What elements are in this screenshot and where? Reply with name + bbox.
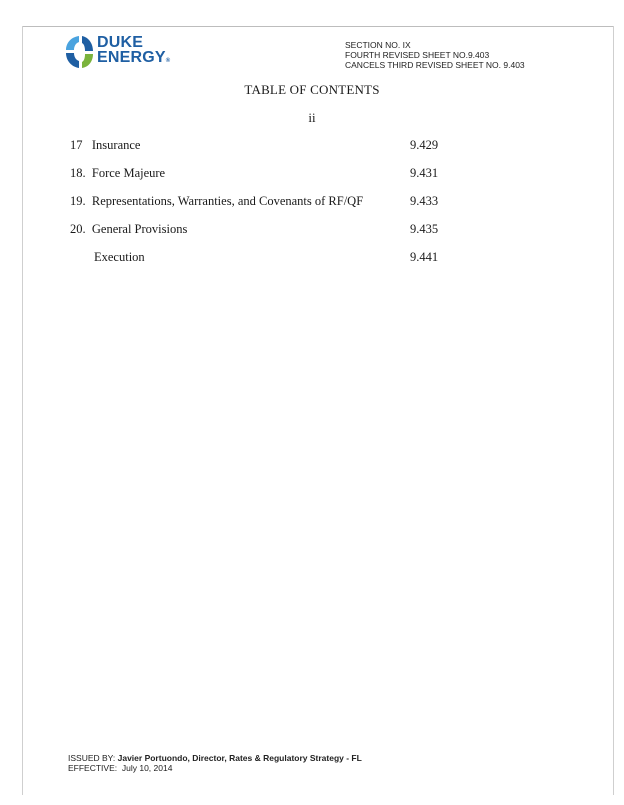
- duke-energy-logo-wordmark: [97, 35, 170, 69]
- duke-energy-logo-mark-icon: [62, 34, 96, 70]
- toc-entry-label: 17 Insurance: [70, 138, 141, 152]
- sheet-header: [345, 40, 525, 70]
- issued-by-label: ISSUED BY:: [68, 753, 116, 763]
- toc-entry-label: 20. General Provisions: [70, 222, 188, 236]
- logo-line-1: DUKE: [97, 34, 144, 51]
- section-number: SECTION NO. IX: [345, 40, 411, 50]
- issued-by-line: [68, 753, 362, 763]
- revised-sheet: FOURTH REVISED SHEET NO.9.403: [345, 50, 490, 60]
- toc-entry-label: 18. Force Majeure: [70, 166, 166, 180]
- effective-value: July 10, 2014: [121, 763, 173, 773]
- toc-title: TABLE OF CONTENTS: [244, 82, 380, 97]
- page-border-top: [22, 26, 614, 27]
- registered-mark: ®: [165, 58, 171, 64]
- toc-entry: [0, 138, 624, 156]
- toc-entry-page: 9.433: [410, 194, 439, 208]
- toc-entry-label: 19. Representations, Warranties, and Covenants of RF/QF: [70, 194, 364, 208]
- toc-page-numeral: ii: [308, 110, 316, 125]
- cancels-sheet: CANCELS THIRD REVISED SHEET NO. 9.403: [345, 60, 525, 70]
- toc-entry: [0, 194, 624, 212]
- effective-label: EFFECTIVE:: [68, 763, 118, 773]
- issued-by-value: Javier Portuondo, Director, Rates & Regulatory Strategy - FL: [117, 753, 362, 763]
- logo-line-2: ENERGY®: [97, 49, 171, 66]
- effective-line: [68, 763, 362, 773]
- toc-entry: [0, 250, 624, 268]
- toc-entry-page: 9.429: [410, 138, 439, 152]
- toc-entry-page: 9.441: [410, 250, 439, 264]
- toc-entry: [0, 222, 624, 240]
- toc-entry-page: 9.431: [410, 166, 439, 180]
- toc-entry-page: 9.435: [410, 222, 439, 236]
- toc-entry: [0, 166, 624, 184]
- duke-energy-logo: [62, 34, 182, 74]
- toc-entry-label: Execution: [94, 250, 145, 264]
- issuance-footer: [68, 753, 362, 773]
